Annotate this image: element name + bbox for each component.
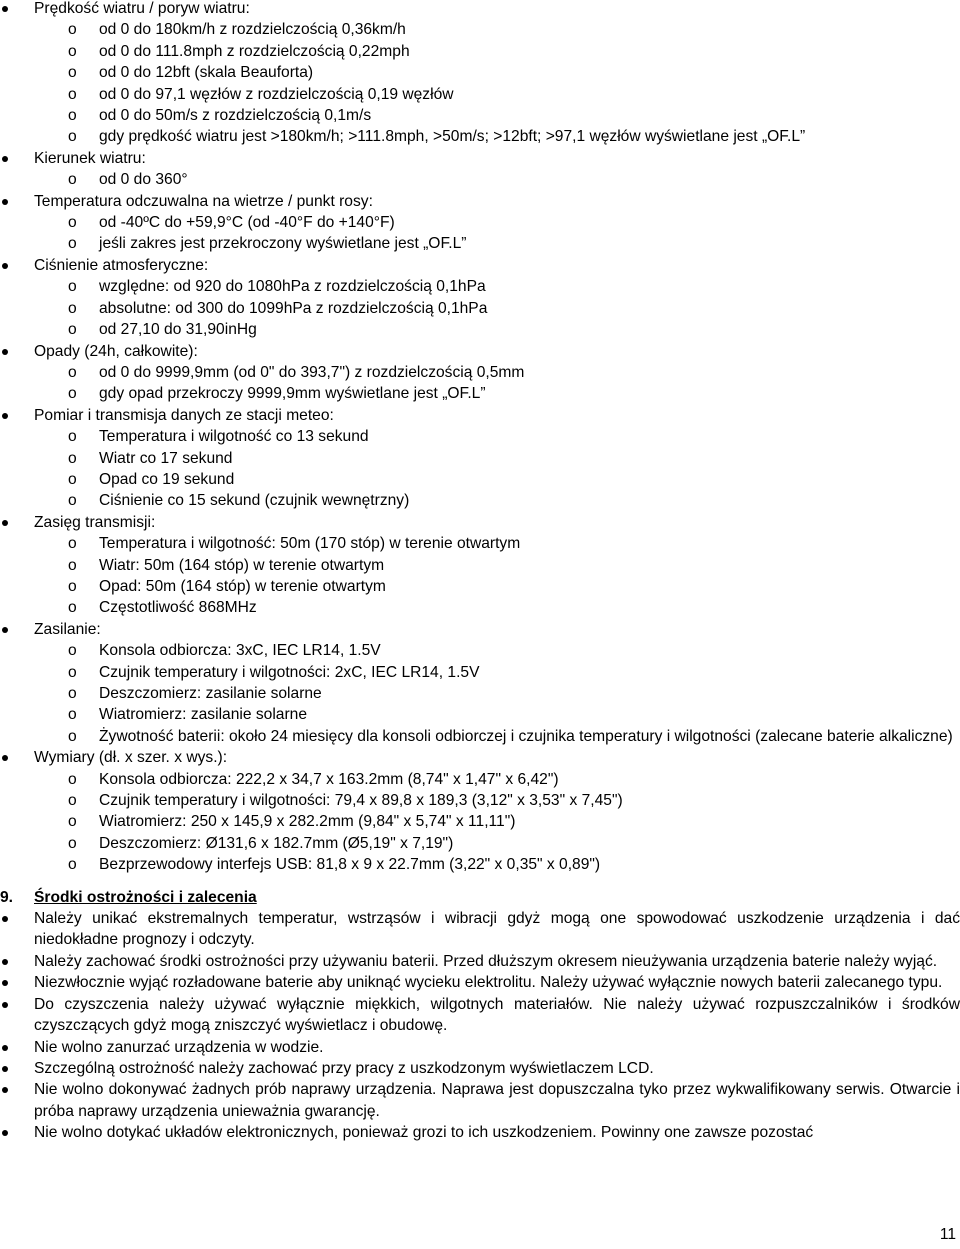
precaution-text: Do czyszczenia należy używać wyłącznie miękkich, wilgotnych materiałów. Nie należy używać rozpuszczalników i środków czyszczących gdyż mogą zniszczyć wyświetlacz i obudowę. <box>34 995 960 1035</box>
spec-subitem <box>34 298 960 319</box>
spec-label: Zasięg transmisji: <box>34 513 156 531</box>
sub-bullet: o <box>68 278 77 296</box>
spec-label: Ciśnienie atmosferyczne: <box>34 256 209 274</box>
spec-subitem-text: względne: od 920 do 1080hPa z rozdzielczością 0,1hPa <box>99 278 486 296</box>
spec-sublist <box>34 362 960 405</box>
precaution-text: Nie wolno zanurzać urządzenia w wodzie. <box>34 1038 324 1056</box>
spec-subitem-text: Deszczomierz: Ø131,6 x 182.7mm (Ø5,19" x 7,19") <box>99 834 454 852</box>
spec-label: Opady (24h, całkowite): <box>34 342 198 360</box>
sub-bullet: o <box>68 727 77 745</box>
sub-bullet: o <box>68 663 77 681</box>
sub-bullet: o <box>68 42 77 60</box>
spec-label: Wymiary (dł. x szer. x wys.): <box>34 749 228 767</box>
spec-subitem <box>34 683 960 704</box>
spec-subitem <box>34 790 960 811</box>
sub-bullet: o <box>68 535 77 553</box>
spec-subitem <box>34 383 960 404</box>
spec-label: Pomiar i transmisja danych ze stacji meteo: <box>34 406 334 424</box>
spec-subitem-text: jeśli zakres jest przekroczony wyświetlane jest „OF.L” <box>99 235 467 253</box>
precaution-item <box>0 994 960 1037</box>
precaution-text: Nie wolno dotykać układów elektronicznych, ponieważ grozi to ich uszkodzeniem. Powinny one zawsze pozostać <box>34 1124 814 1142</box>
spec-subitem-text: od 0 do 50m/s z rozdzielczością 0,1m/s <box>99 107 372 125</box>
bullet-dot <box>2 1087 8 1093</box>
bullet-dot <box>2 1045 8 1051</box>
spec-subitem-text: od 0 do 97,1 węzłów z rozdzielczością 0,19 węzłów <box>99 85 454 103</box>
sub-bullet: o <box>68 770 77 788</box>
spec-item <box>0 255 960 341</box>
spec-subitem <box>34 448 960 469</box>
spec-subitem <box>34 533 960 554</box>
sub-bullet: o <box>68 428 77 446</box>
sub-bullet: o <box>68 171 77 189</box>
spec-subitem-text: Czujnik temperatury i wilgotności: 2xC, IEC LR14, 1.5V <box>99 663 480 681</box>
sub-bullet: o <box>68 856 77 874</box>
spec-subitem-text: gdy opad przekroczy 9999,9mm wyświetlane jest „OF.L” <box>99 385 486 403</box>
sub-bullet: o <box>68 813 77 831</box>
section-title: Środki ostrożności i zalecenia <box>34 888 257 906</box>
sub-bullet: o <box>68 642 77 660</box>
spec-label: Temperatura odczuwalna na wietrze / punkt rosy: <box>34 192 373 210</box>
spec-subitem <box>34 233 960 254</box>
spec-subitem-text: Opad: 50m (164 stóp) w terenie otwartym <box>99 577 386 595</box>
sub-bullet: o <box>68 449 77 467</box>
precaution-text: Należy zachować środki ostrożności przy używaniu baterii. Przed dłuższym okresem nieużywania urządzenia baterie należy wyjąć. <box>34 952 938 970</box>
spec-subitem-text: Konsola odbiorcza: 3xC, IEC LR14, 1.5V <box>99 642 381 660</box>
spec-sublist <box>34 426 960 512</box>
spec-subitem-text: absolutne: od 300 do 1099hPa z rozdzielczością 0,1hPa <box>99 299 488 317</box>
spec-subitem <box>34 854 960 875</box>
spec-sublist <box>34 769 960 876</box>
spec-item <box>0 191 960 255</box>
spec-subitem-text: od -40ºC do +59,9°C (od -40°F do +140°F) <box>99 214 395 232</box>
spec-label: Kierunek wiatru: <box>34 149 146 167</box>
spec-subitem <box>34 555 960 576</box>
spec-subitem-text: Wiatromierz: 250 x 145,9 x 282.2mm (9,84" x 5,74" x 11,11") <box>99 813 516 831</box>
spec-subitem-text: Deszczomierz: zasilanie solarne <box>99 685 322 702</box>
spec-subitem-text: Wiatromierz: zasilanie solarne <box>99 706 307 724</box>
spec-subitem <box>34 105 960 126</box>
spec-subitem-text: Konsola odbiorcza: 222,2 x 34,7 x 163.2mm (8,74" x 1,47" x 6,42") <box>99 770 559 788</box>
sub-bullet: o <box>68 792 77 810</box>
spec-sublist <box>34 212 960 255</box>
section-number: 9. <box>0 888 14 906</box>
precaution-item <box>0 1037 960 1058</box>
spec-subitem-text: Żywotność baterii: około 24 miesięcy dla konsoli odbiorczej i czujnika temperatury i wilgotności (zalecane baterie alkaliczne) <box>99 727 953 745</box>
precaution-item <box>0 972 960 993</box>
precaution-item <box>0 908 960 951</box>
sub-bullet: o <box>68 834 77 852</box>
spec-subitem <box>34 597 960 618</box>
sub-bullet: o <box>68 599 77 617</box>
spec-subitem <box>34 212 960 233</box>
spec-subitem-text: Temperatura i wilgotność: 50m (170 stóp) w terenie otwartym <box>99 535 521 553</box>
spec-sublist <box>34 169 960 190</box>
spec-subitem <box>34 769 960 790</box>
spec-subitem-text: Temperatura i wilgotność co 13 sekund <box>99 428 369 446</box>
spec-subitem <box>34 576 960 597</box>
sub-bullet: o <box>68 470 77 488</box>
sub-bullet: o <box>68 128 77 146</box>
spec-subitem <box>34 490 960 511</box>
spec-subitem <box>34 19 960 40</box>
sub-bullet: o <box>68 577 77 595</box>
sub-bullet: o <box>68 85 77 103</box>
precaution-item <box>0 1122 960 1143</box>
spec-subitem <box>34 126 960 147</box>
spec-subitem-text: Czujnik temperatury i wilgotności: 79,4 x 89,8 x 189,3 (3,12" x 3,53" x 7,45") <box>99 792 623 810</box>
spec-subitem <box>34 169 960 190</box>
spec-sublist <box>34 276 960 340</box>
spec-item <box>0 512 960 619</box>
spec-item <box>0 747 960 875</box>
spec-subitem-text: od 0 do 360° <box>99 171 188 189</box>
spec-label: Zasilanie: <box>34 620 101 638</box>
bullet-dot <box>2 6 8 12</box>
sub-bullet: o <box>68 21 77 39</box>
spec-subitem <box>34 640 960 661</box>
spec-subitem-text: Częstotliwość 868MHz <box>99 599 257 617</box>
bullet-dot <box>2 980 8 986</box>
bullet-dot <box>2 520 8 526</box>
spec-subitem <box>34 704 960 725</box>
spec-item <box>0 405 960 512</box>
spec-subitem-text: Wiatr co 17 sekund <box>99 449 233 467</box>
spec-item <box>0 0 960 148</box>
spec-subitem-text: Bezprzewodowy interfejs USB: 81,8 x 9 x 22.7mm (3,22" x 0,35" x 0,89") <box>99 856 601 874</box>
sub-bullet: o <box>68 492 77 510</box>
sub-bullet: o <box>68 556 77 574</box>
precautions-list <box>0 908 960 1143</box>
spec-subitem <box>34 811 960 832</box>
spec-label: Prędkość wiatru / poryw wiatru: <box>34 0 250 17</box>
page-number: 11 <box>939 1226 956 1243</box>
spec-subitem <box>34 62 960 83</box>
spec-item <box>0 148 960 191</box>
bullet-dot <box>2 349 8 355</box>
spec-subitem <box>34 426 960 447</box>
spec-item <box>0 619 960 747</box>
sub-bullet: o <box>68 235 77 253</box>
spec-subitem-text: Wiatr: 50m (164 stóp) w terenie otwartym <box>99 556 385 574</box>
spec-subitem <box>34 276 960 297</box>
spec-subitem <box>34 84 960 105</box>
spec-subitem-text: od 0 do 180km/h z rozdzielczością 0,36km/h <box>99 21 406 39</box>
bullet-dot <box>2 627 8 633</box>
spec-subitem <box>34 833 960 854</box>
spec-sublist <box>34 19 960 147</box>
sub-bullet: o <box>68 299 77 317</box>
sub-bullet: o <box>68 363 77 381</box>
sub-bullet: o <box>68 321 77 339</box>
section-heading <box>0 887 960 908</box>
sub-bullet: o <box>68 706 77 724</box>
bullet-dot <box>2 413 8 419</box>
spec-subitem <box>34 662 960 683</box>
bullet-dot <box>2 1002 8 1008</box>
spec-item <box>0 341 960 405</box>
precaution-text: Niezwłocznie wyjąć rozładowane baterie aby uniknąć wycieku elektrolitu. Należy używać wyłącznie nowych baterii zalecanego typu. <box>34 974 943 992</box>
sub-bullet: o <box>68 385 77 403</box>
spec-subitem-text: od 0 do 9999,9mm (od 0" do 393,7") z rozdzielczością 0,5mm <box>99 363 525 381</box>
spec-subitem-text: od 0 do 12bft (skala Beauforta) <box>99 64 314 82</box>
spec-sublist <box>34 533 960 619</box>
bullet-dot <box>2 263 8 269</box>
spec-subitem <box>34 41 960 62</box>
sub-bullet: o <box>68 107 77 125</box>
sub-bullet: o <box>68 214 77 232</box>
precaution-item <box>0 1079 960 1122</box>
bullet-dot <box>2 1066 8 1072</box>
spec-subitem <box>34 469 960 490</box>
bullet-dot <box>2 959 8 965</box>
bullet-dot <box>2 156 8 162</box>
spec-subitem-text: od 27,10 do 31,90inHg <box>99 321 257 339</box>
spec-subitem-text: Ciśnienie co 15 sekund (czujnik wewnętrzny) <box>99 492 410 510</box>
spec-subitem-text: od 0 do 111.8mph z rozdzielczością 0,22mph <box>99 42 410 60</box>
spec-subitem <box>34 362 960 383</box>
precaution-text: Szczególną ostrożność należy zachować przy pracy z uszkodzonym wyświetlaczem LCD. <box>34 1059 654 1077</box>
precaution-text: Nie wolno dokonywać żadnych prób naprawy urządzenia. Naprawa jest dopuszczalna tyko przez wykwalifikowany serwis. Otwarcie i próba naprawy urządzenia unieważnia gwarancję. <box>34 1081 960 1120</box>
spec-subitem <box>34 319 960 340</box>
precaution-text: Należy unikać ekstremalnych temperatur, wstrząsów i wibracji gdyż mogą one spowodować uszkodzenie urządzenia i dać niedokładne prognozy i odczyty. <box>34 910 960 949</box>
bullet-dot <box>2 755 8 761</box>
spec-subitem <box>34 726 960 747</box>
precaution-item <box>0 951 960 972</box>
bullet-dot <box>2 916 8 922</box>
bullet-dot <box>2 199 8 205</box>
spec-sublist <box>34 640 960 747</box>
spec-subitem-text: Opad co 19 sekund <box>99 470 235 488</box>
sub-bullet: o <box>68 685 77 702</box>
precaution-item <box>0 1058 960 1079</box>
bullet-dot <box>2 1130 8 1136</box>
spec-subitem-text: gdy prędkość wiatru jest >180km/h; >111.8mph, >50m/s; >12bft; >97,1 węzłów wyświetlane jest „OF.L” <box>99 128 806 146</box>
sub-bullet: o <box>68 64 77 82</box>
